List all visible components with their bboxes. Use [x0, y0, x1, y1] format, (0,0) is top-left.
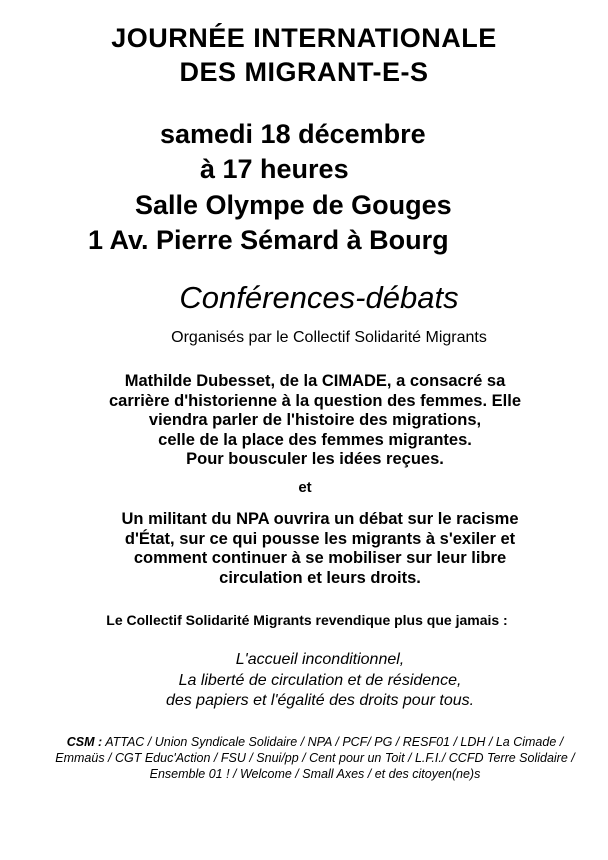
member-organizations — [50, 734, 580, 782]
demand-item: L'accueil inconditionnel, — [235, 651, 405, 668]
speaker2-line: comment continuer à se mobiliser sur leur libre — [133, 549, 507, 567]
speaker1-line: carrière d'historienne à la question des femmes. Elle — [109, 391, 521, 410]
title-line-2: DES MIGRANT-E-S — [179, 57, 429, 87]
members-text: ATTAC / Union Syndicale Solidaire / NPA / PCF/ PG / RESF01 / LDH / La Cimade / Emmaüs / CGT Educ'Action / FSU / Snui/pp / Cent pour un Toit / L.F.I./ CCFD Terre Solidaire / Ensemble 01 ! / Welcome / Small Axes / et des citoyen(ne)s — [55, 735, 575, 781]
organizer-line: Organisés par le Collectif Solidarité Migrants — [171, 329, 487, 346]
speaker1-line: Mathilde Dubesset, de la CIMADE, a consacré sa — [124, 372, 506, 390]
speaker1-line: celle de la place des femmes migrantes. — [158, 430, 472, 449]
event-address: 1 Av. Pierre Sémard à Bourg — [88, 225, 449, 255]
speaker1-line: Pour bousculer les idées reçues. — [186, 450, 444, 468]
speaker2-line: d'État, sur ce qui pousse les migrants à s'exiler et — [124, 529, 516, 548]
title-line-1: JOURNÉE INTERNATIONALE — [111, 23, 497, 53]
speaker2-paragraph — [70, 510, 570, 588]
connector-et: et — [298, 479, 312, 496]
speaker1-line: viendra parler de l'histoire des migrations, — [148, 411, 482, 429]
speaker1-paragraph — [60, 372, 570, 470]
demand-item: des papiers et l'égalité des droits pour tous. — [165, 692, 475, 709]
collective-claim: Le Collectif Solidarité Migrants revendique plus que jamais : — [106, 612, 508, 628]
event-venue: Salle Olympe de Gouges — [135, 190, 452, 220]
speaker2-line: Un militant du NPA ouvrira un débat sur le racisme — [121, 510, 519, 528]
event-date: samedi 18 décembre — [160, 119, 426, 149]
subtitle: Conférences-débats — [179, 280, 459, 315]
speaker2-line: circulation et leurs droits. — [219, 568, 421, 587]
event-time: à 17 heures — [200, 154, 349, 184]
demand-item: La liberté de circulation et de résidence, — [178, 671, 462, 689]
csm-label: CSM : — [66, 735, 103, 749]
demands-list — [90, 650, 550, 712]
